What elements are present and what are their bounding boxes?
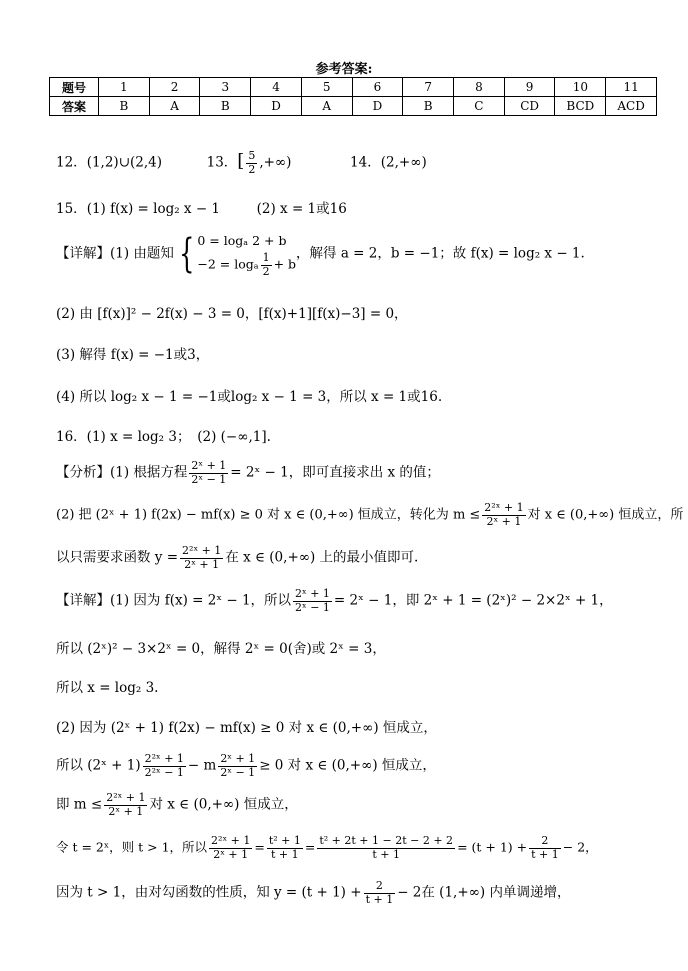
q13-open-bracket: [ <box>237 150 245 172</box>
eq2-fraction <box>261 252 272 278</box>
analysis-16-part2 <box>56 502 683 528</box>
q13-label: 13． <box>206 154 238 171</box>
q13-num: 5 <box>248 149 256 162</box>
line-f-n2: t² + 1 <box>268 834 301 847</box>
analysis2-den: 2ˣ + 1 <box>486 514 522 528</box>
analysis3-post: 在 x ∈ (0,+∞) 上的最小值即可. <box>225 549 419 566</box>
detail16-num: 2ˣ + 1 <box>295 587 330 600</box>
question-number: 2 <box>149 78 200 97</box>
detail15-prefix: 【详解】(1) 由题知 <box>56 245 174 262</box>
question-number: 9 <box>504 78 555 97</box>
line-f-eq1: = <box>254 839 265 855</box>
table-row-answers <box>50 97 657 116</box>
line-f-n1: 2²ˣ + 1 <box>211 834 251 847</box>
line-f-fraction-4 <box>529 835 561 861</box>
detail16-den: 2ˣ − 1 <box>295 600 330 614</box>
line-f-fraction-1 <box>209 835 252 861</box>
line-f-eq2: = <box>304 839 316 855</box>
q14-answer: (2,+∞) <box>380 154 427 171</box>
detail-16-line-c: (2) 因为 (2ˣ + 1) f(2x) − mf(x) ≥ 0 对 x ∈ (0,+∞) 恒成立， <box>56 720 437 736</box>
q15-part1: (1) f(x) = log₂ x − 1 <box>86 201 221 217</box>
answer-table <box>49 77 657 116</box>
analysis3-num: 2²ˣ + 1 <box>182 544 222 557</box>
detail-16-line-f <box>56 835 598 861</box>
detail-16-line-b: 所以 x = log₂ 3. <box>56 680 159 696</box>
line-g-post: − 2在 (1,+∞) 内单调递增， <box>397 884 571 901</box>
question-number: 10 <box>555 78 606 97</box>
line-g-num: 2 <box>364 880 396 894</box>
detail-15-part4: (4) 所以 log₂ x − 1 = −1或log₂ x − 1 = 3，所以 x = 1或16. <box>56 389 443 405</box>
question-number: 1 <box>99 78 150 97</box>
detail16-pre: 【详解】(1) 因为 f(x) = 2ˣ − 1，所以 <box>56 592 292 609</box>
eq2-den: 2 <box>262 264 270 278</box>
table-row-numbers <box>50 78 657 97</box>
left-brace-icon: { <box>179 231 195 278</box>
detail-15-part2: (2) 由 [f(x)]² − 2f(x) − 3 = 0，[f(x)+1][f(x)−3] = 0， <box>56 306 408 322</box>
detail16-post: = 2ˣ − 1，即 2ˣ + 1 = (2ˣ)² − 2×2ˣ + 1， <box>333 592 613 609</box>
analysis-16-part3 <box>56 545 418 571</box>
line-e-post: 对 x ∈ (0,+∞) 恒成立， <box>149 796 298 813</box>
line-e-pre: 即 m ≤ <box>56 796 103 813</box>
detail-16-line-d <box>56 753 436 779</box>
q12-answer: (1,2)∪(2,4) <box>86 154 163 171</box>
line-d-fraction-1 <box>143 753 186 779</box>
analysis1-den: 2ˣ − 1 <box>191 472 227 486</box>
q12-label: 12． <box>56 154 87 171</box>
analysis1-fraction <box>189 460 228 486</box>
detail-16-line-e <box>56 792 298 818</box>
eq2-num: 1 <box>262 251 270 264</box>
question-number: 8 <box>454 78 505 97</box>
analysis1-num: 2ˣ + 1 <box>191 459 227 472</box>
line-f-fraction-3 <box>317 835 455 861</box>
answer-cell: B <box>99 97 150 116</box>
answer-cell: D <box>251 97 302 116</box>
line-d-den1: 2²ˣ − 1 <box>144 765 184 779</box>
line-e-den: 2ˣ + 1 <box>108 804 144 818</box>
answer-cell: A <box>149 97 200 116</box>
line-d-pre: 所以 (2ˣ + 1) <box>56 757 141 774</box>
detail16-fraction <box>293 588 332 614</box>
eq2-pre: −2 = logₐ <box>197 256 259 272</box>
q13-rest: ,+∞) <box>259 154 292 171</box>
answer-key-title: 参考答案: <box>315 62 373 77</box>
analysis2-pre: (2) 把 (2ˣ + 1) f(2x) − mf(x) ≥ 0 对 x ∈ (0,+∞) 恒成立，转化为 m ≤ <box>56 507 481 523</box>
answer-cell: D <box>352 97 403 116</box>
detail-15-part1 <box>56 230 585 278</box>
line-f-d3: t + 1 <box>372 847 401 861</box>
q13-den: 2 <box>248 162 256 176</box>
line-d-num2: 2ˣ + 1 <box>220 752 256 765</box>
analysis1-pre: 【分析】(1) 根据方程 <box>56 464 188 481</box>
system-eq1: 0 = logₐ 2 + b <box>197 233 287 248</box>
eq2-post: + b <box>273 256 297 272</box>
row-header-number: 题号 <box>50 78 99 97</box>
analysis2-post: 对 x ∈ (0,+∞) 恒成立，所 <box>527 507 684 523</box>
analysis3-fraction <box>180 545 223 571</box>
detail-16-line-a: 所以 (2ˣ)² − 3×2ˣ = 0，解得 2ˣ = 0(舍)或 2ˣ = 3， <box>56 641 386 657</box>
answer-16: 16．(1) x = log₂ 3； (2) (−∞,1]. <box>56 429 271 445</box>
line-d-mid: − m <box>187 757 217 774</box>
line-f-d1: 2ˣ + 1 <box>213 847 249 861</box>
answer-cell: BCD <box>555 97 606 116</box>
line-e-fraction <box>104 792 147 818</box>
line-d-fraction-2 <box>218 753 257 779</box>
analysis2-num: 2²ˣ + 1 <box>484 501 524 514</box>
line-g-pre: 因为 t > 1，由对勾函数的性质，知 y = (t + 1) + <box>56 884 362 901</box>
line-f-n4: 2 <box>529 835 561 849</box>
question-number: 7 <box>403 78 454 97</box>
question-number: 6 <box>352 78 403 97</box>
line-d-post: ≥ 0 对 x ∈ (0,+∞) 恒成立， <box>259 757 436 774</box>
line-f-fraction-2 <box>267 835 303 861</box>
analysis-16-part1 <box>56 460 440 486</box>
equation-system <box>197 230 296 278</box>
detail-16-part1 <box>56 588 613 614</box>
question-number: 4 <box>251 78 302 97</box>
answer-cell: ACD <box>606 97 657 116</box>
line-f-pre: 令 t = 2ˣ，则 t > 1，所以 <box>56 839 208 855</box>
q15-label: 15． <box>56 201 87 217</box>
answers-12-14 <box>56 150 427 176</box>
answer-cell: B <box>200 97 251 116</box>
answer-cell: A <box>301 97 352 116</box>
line-f-d2: t + 1 <box>271 847 299 861</box>
question-number: 11 <box>606 78 657 97</box>
q14-label: 14． <box>350 154 381 171</box>
line-d-num1: 2²ˣ + 1 <box>144 752 184 765</box>
line-g-fraction <box>364 880 396 906</box>
line-f-n3: t² + 2t + 1 − 2t − 2 + 2 <box>319 834 454 847</box>
question-number: 5 <box>301 78 352 97</box>
analysis3-den: 2ˣ + 1 <box>184 557 220 571</box>
row-header-answer: 答案 <box>50 97 99 116</box>
line-d-den2: 2ˣ − 1 <box>220 765 256 779</box>
detail-15-part3: (3) 解得 f(x) = −1或3， <box>56 347 210 363</box>
line-g-den: t + 1 <box>365 892 394 906</box>
analysis3-pre: 以只需要求函数 y = <box>56 549 179 566</box>
question-number: 3 <box>200 78 251 97</box>
system-eq2 <box>197 252 296 278</box>
analysis1-post: = 2ˣ − 1，即可直接求出 x 的值； <box>230 464 440 481</box>
line-f-d4: t + 1 <box>531 847 559 861</box>
line-e-num: 2²ˣ + 1 <box>106 791 146 804</box>
analysis2-fraction <box>482 502 525 528</box>
answer-cell: C <box>454 97 505 116</box>
answer-15 <box>56 197 347 217</box>
q13-fraction <box>246 150 257 176</box>
line-f-post: − 2， <box>562 839 598 855</box>
detail-16-line-g <box>56 880 570 906</box>
q15-part2: (2) x = 1或16 <box>256 201 347 217</box>
answer-cell: B <box>403 97 454 116</box>
line-f-eq3: = (t + 1) + <box>457 839 528 855</box>
answer-cell: CD <box>504 97 555 116</box>
detail15-suffix: ，解得 a = 2，b = −1；故 f(x) = log₂ x − 1. <box>296 245 585 262</box>
